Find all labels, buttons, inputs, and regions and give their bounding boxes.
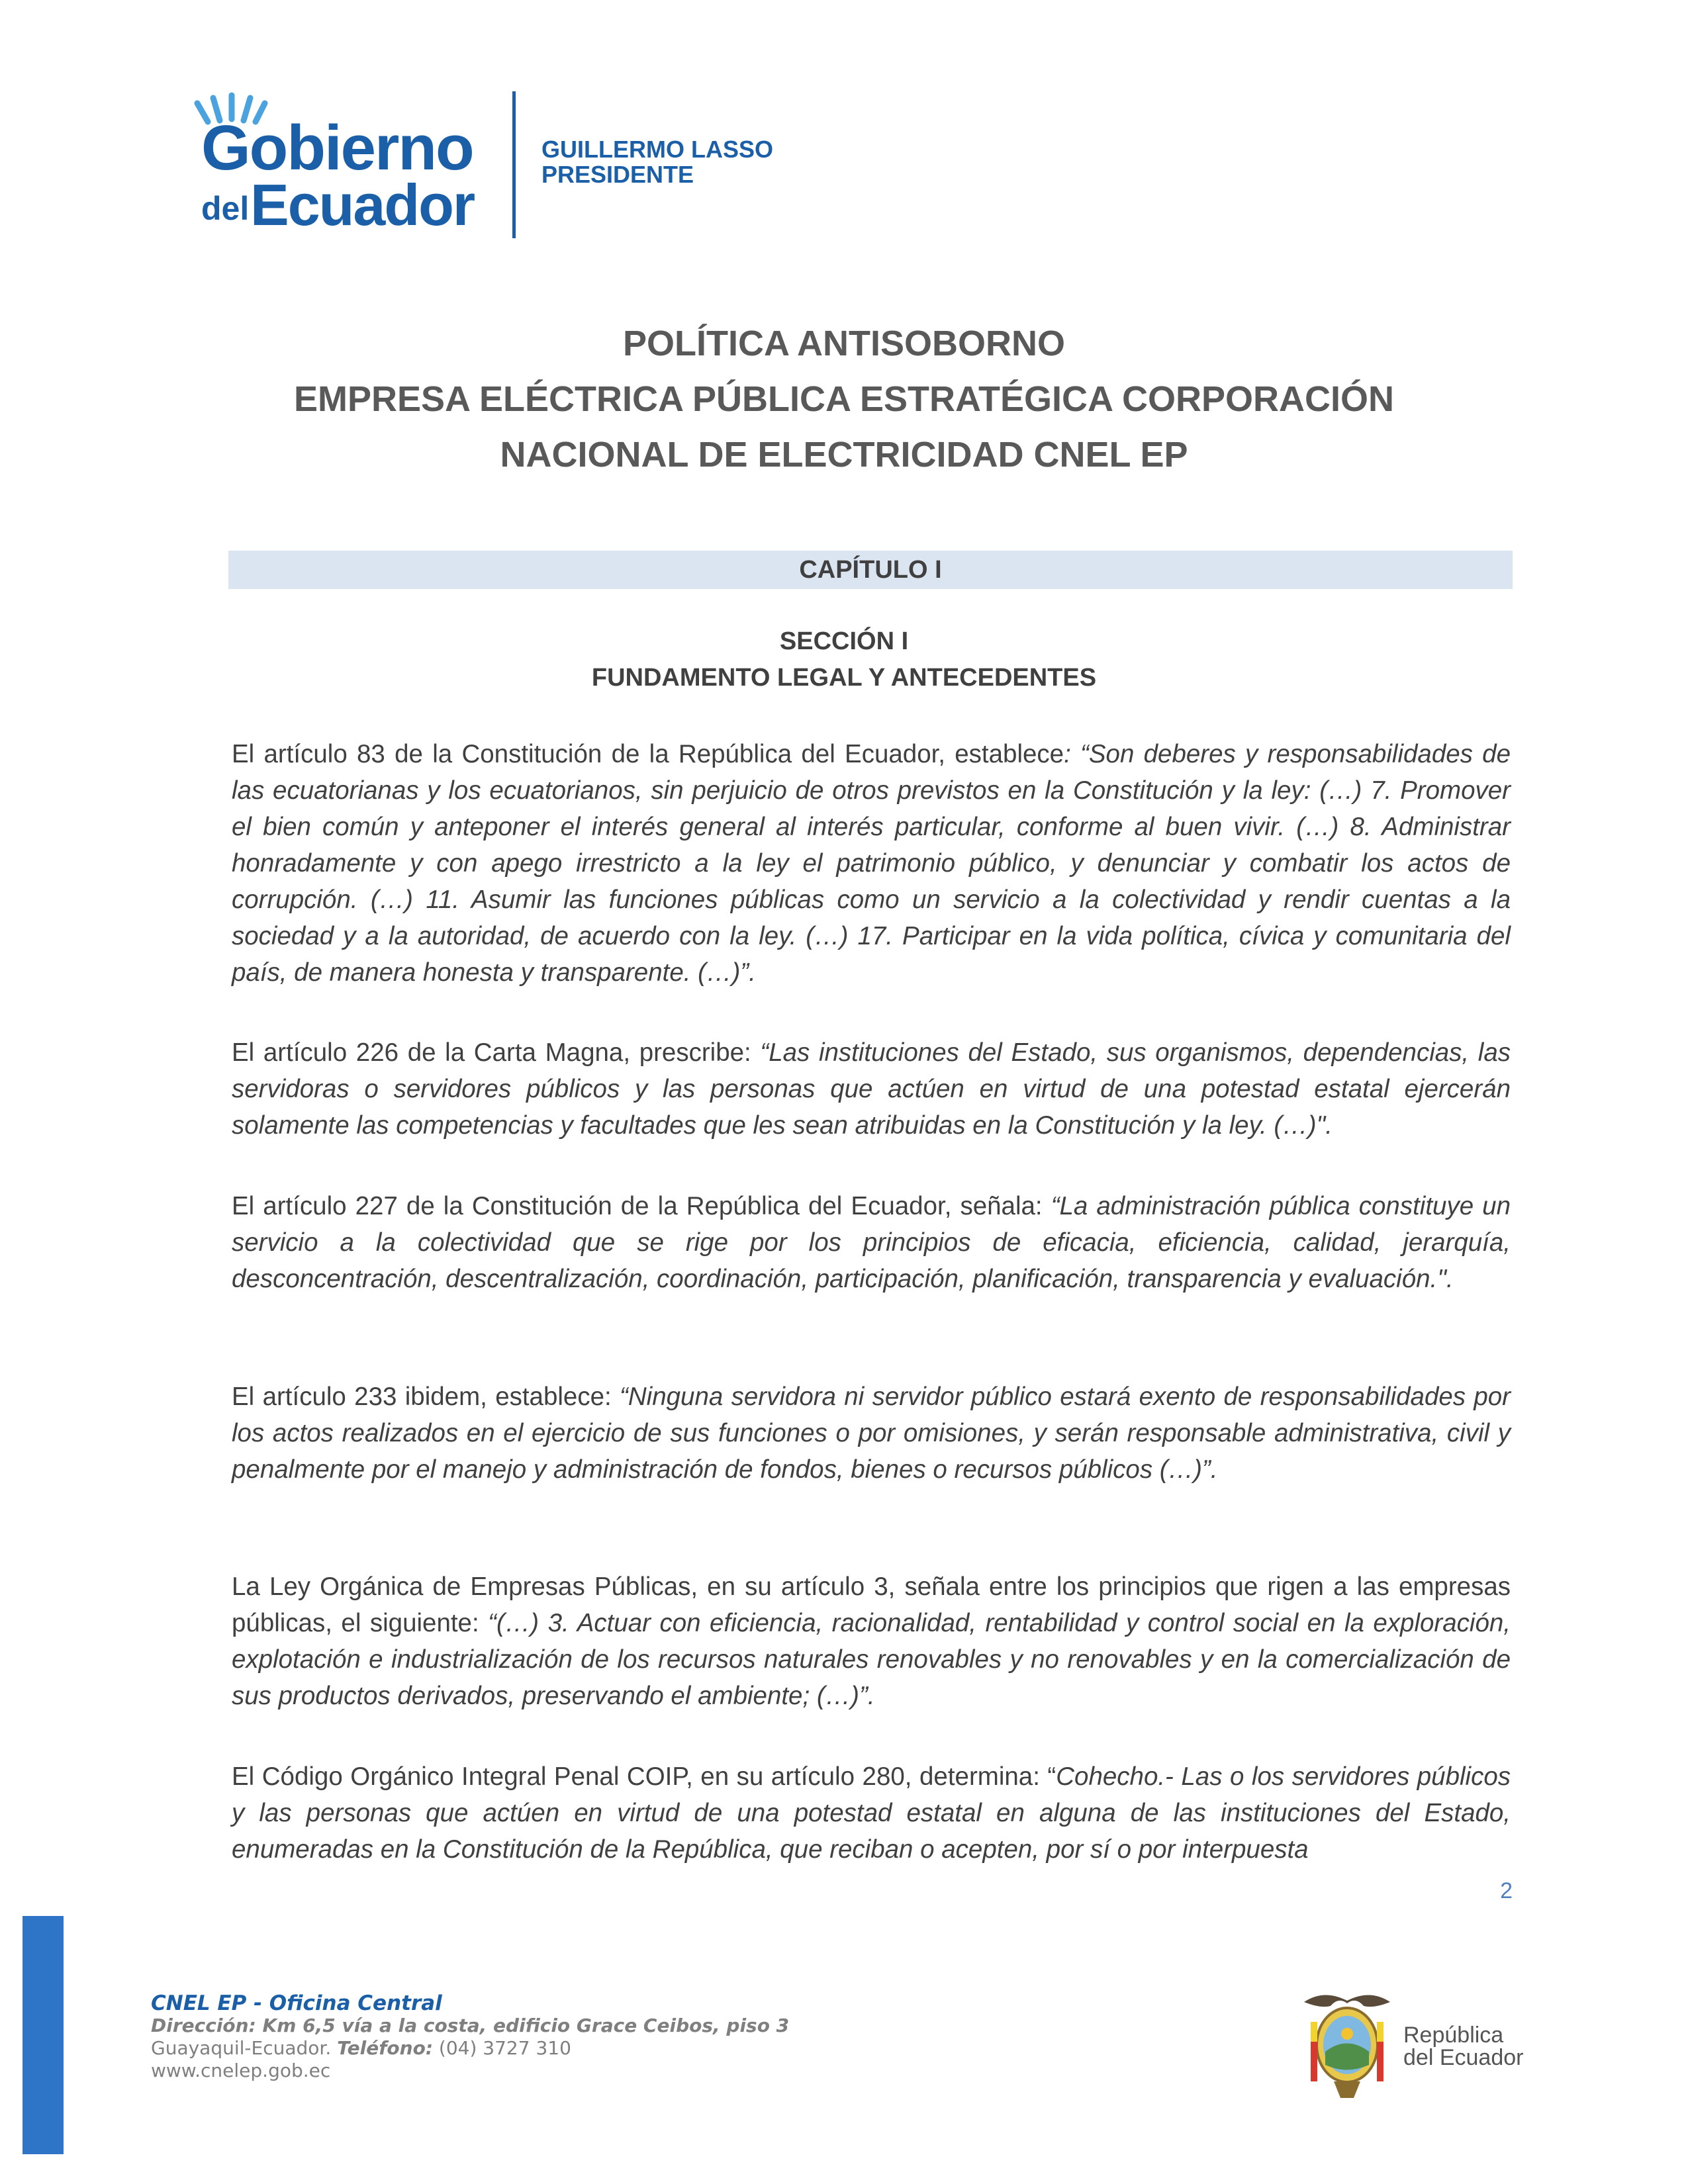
- document-title-line-3: NACIONAL DE ELECTRICIDAD CNEL EP: [500, 435, 1188, 475]
- paragraph-intro: La Ley Orgánica de Empresas Públicas, en su artículo 3, señala entre los principios que rigen a las empresas públicas, el siguiente:: [232, 1572, 1511, 1637]
- chapter-heading-bar: [228, 551, 1513, 589]
- footer-address: Dirección: Km 6,5 vía a la costa, edificio Grace Ceibos, piso 3: [151, 2015, 790, 2036]
- footer-contact: [151, 1992, 789, 2082]
- logo-word-ecuador: Ecuador: [250, 172, 475, 238]
- paragraph-article-233: [232, 1379, 1511, 1488]
- document-title-line-1: POLÍTICA ANTISOBORNO: [623, 324, 1065, 363]
- footer-website: www.cnelep.gob.ec: [151, 2060, 331, 2081]
- president-name: GUILLERMO LASSO: [541, 136, 773, 163]
- document-title-line-2: EMPRESA ELÉCTRICA PÚBLICA ESTRATÉGICA CORPORACIÓN: [293, 379, 1395, 419]
- logo-word-gobierno: Gobierno: [201, 113, 473, 183]
- section-heading: FUNDAMENTO LEGAL Y ANTECEDENTES: [591, 664, 1097, 692]
- paragraph-quote: “(…) 3. Actuar con eficiencia, racionalidad, rentabilidad y control social en la exploración, explotación e industrialización de los recursos naturales renovables y no renovables y en la comercialización de sus productos derivados, preservando el ambiente; (…)”.: [232, 1609, 1511, 1710]
- section-label: SECCIÓN I: [779, 627, 909, 655]
- president-title: PRESIDENTE: [541, 161, 694, 188]
- gobierno-logo: [184, 91, 846, 244]
- paragraph-intro: El Código Orgánico Integral Penal COIP, en su artículo 280, determina: “: [232, 1762, 1056, 1791]
- paragraph-quote: “La administración pública constituye un servicio a la colectividad que se rige por los principios de eficacia, eficiencia, calidad, jerarquía, desconcentración, descentralización, coordinación, participación, planificación, transparencia y evaluación.".: [232, 1192, 1511, 1293]
- paragraph-coip-article-280: [232, 1758, 1511, 1868]
- chapter-label: CAPÍTULO I: [799, 556, 942, 584]
- footer-company: CNEL EP - Oficina Central: [151, 1991, 442, 2015]
- paragraph-intro: El artículo 83 de la Constitución de la República del Ecuador, establece: [232, 740, 1064, 768]
- logo-divider: [512, 91, 516, 238]
- paragraph-intro: El artículo 226 de la Carta Magna, prescribe:: [232, 1038, 761, 1067]
- paragraph-article-226: [232, 1034, 1511, 1144]
- paragraph-quote: : “Son deberes y responsabilidades de las ecuatorianas y los ecuatorianos, sin perjuicio de otros previstos en la Constitución y la ley: (…) 7. Promover el bien común y anteponer el interés general al interés particular, conforme al buen vivir. (…) 8. Administrar honradamente y con apego irrestricto a la ley el patrimonio público, y denunciar y combatir los actos de corrupción. (…) 11. Asumir las funciones públicas como un servicio a la colectividad y rendir cuentas a la sociedad y a la autoridad, de acuerdo con la ley. (…) 17. Participar en la vida política, cívica y comunitaria del país, de manera honesta y transparente. (…)”.: [232, 740, 1511, 987]
- paragraph-quote: “Ninguna servidora ni servidor público estará exento de responsabilidades por los actos realizados en el ejercicio de sus funciones o por omisiones, y serán responsable administrativa, civil y penalmente por el manejo y administración de fondos, bienes o recursos públicos (…)”.: [232, 1383, 1511, 1484]
- paragraph-loep-article-3: [232, 1569, 1511, 1714]
- paragraph-quote: Cohecho.- Las o los servidores públicos y las personas que actúen en virtud de una potestad estatal en alguna de las instituciones del Estado, enumeradas en la Constitución de la República, que reciban o acepten, por sí o por interpuesta: [232, 1762, 1511, 1864]
- footer-side-bar: [23, 1916, 64, 2154]
- paragraph-intro: El artículo 227 de la Constitución de la República del Ecuador, señala:: [232, 1192, 1051, 1220]
- paragraph-article-83: [232, 736, 1511, 991]
- republica-del-ecuador-wordmark: [1403, 2024, 1523, 2069]
- paragraph-article-227: [232, 1188, 1511, 1297]
- ecuador-coat-of-arms-icon: [1297, 1982, 1397, 2101]
- republic-line-2: del Ecuador: [1403, 2045, 1524, 2070]
- footer-city-phone: [151, 2037, 789, 2060]
- logo-word-del: del: [201, 190, 250, 227]
- paragraph-intro: El artículo 233 ibidem, establece:: [232, 1383, 620, 1411]
- footer-phone-label: Teléfono:: [337, 2037, 434, 2059]
- paragraph-quote: “Las instituciones del Estado, sus organismos, dependencias, las servidoras o servidores públicos y las personas que actúen en virtud de una potestad estatal ejercerán solamente las competencias y facultades que les sean atribuidas en la Constitución y la ley. (…)".: [232, 1038, 1511, 1140]
- republic-line-1: República: [1403, 2023, 1504, 2048]
- footer-city: Guayaquil-Ecuador.: [151, 2037, 332, 2059]
- page-number: 2: [1500, 1878, 1513, 1903]
- footer-phone: (04) 3727 310: [438, 2037, 571, 2059]
